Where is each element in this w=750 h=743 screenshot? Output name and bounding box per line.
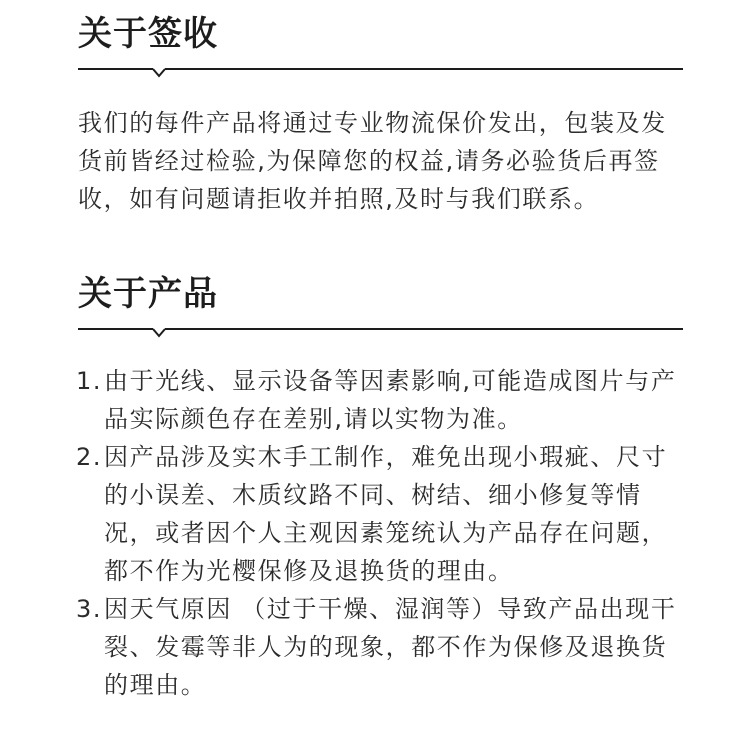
list-item-number: 1. — [76, 367, 103, 395]
sign-section-divider — [78, 68, 683, 80]
product-section-divider — [78, 328, 683, 340]
product-section — [78, 272, 683, 720]
list-item — [78, 590, 690, 704]
list-item-number: 3. — [76, 595, 103, 623]
list-item-text: 因天气原因 （过于干燥、湿润等）导致产品出现干裂、发霉等非人为的现象，都不作为保修及退换货的理由。 — [104, 595, 677, 699]
product-section-title: 关于产品 — [78, 274, 218, 314]
list-item — [78, 362, 690, 438]
sign-section-title: 关于签收 — [78, 14, 218, 54]
list-item-text: 因产品涉及实木手工制作，难免出现小瑕疵、尺寸的小误差、木质纹路不同、树结、细小修复等情况，或者因个人主观因素笼统认为产品存在问题，都不作为光樱保修及退换货的理由。 — [104, 443, 668, 585]
sign-section-body: 我们的每件产品将通过专业物流保价发出，包装及发货前皆经过检验,为保障您的权益,请务必验货后再签收，如有问题请拒收并拍照,及时与我们联系。 — [78, 109, 667, 213]
sign-section — [78, 12, 683, 218]
list-item-text: 由于光线、显示设备等因素影响,可能造成图片与产品实际颜色存在差别,请以实物为准。 — [104, 367, 677, 433]
list-item — [78, 438, 690, 590]
product-notes-list — [78, 362, 690, 704]
list-item-number: 2. — [76, 443, 103, 471]
